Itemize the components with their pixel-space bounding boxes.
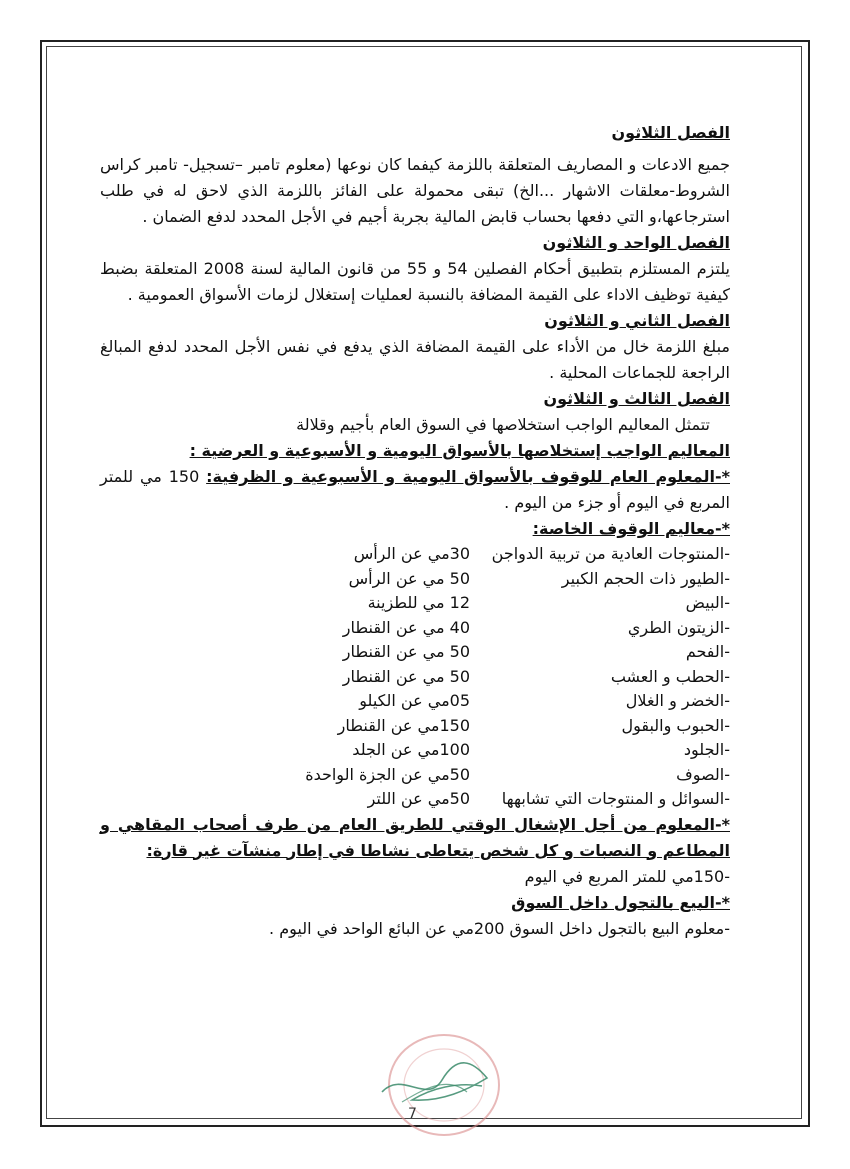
- fee-name: -الطيور ذات الحجم الكبير: [561, 568, 730, 588]
- chapter-31-title: الفصل الواحد و الثلاثون: [542, 233, 730, 252]
- document-page: [100, 120, 730, 942]
- chapter-33-title: الفصل الثالث و الثلاثون: [543, 389, 730, 408]
- fee-row: [100, 787, 730, 812]
- fees-heading: المعاليم الواجب إستخلاصها بالأسواق اليومية و الأسبوعية و العرضية :: [189, 441, 730, 460]
- itinerant-sale-heading: *-البيع بالتجول داخل السوق: [511, 892, 730, 912]
- fee-name: -البيض: [685, 593, 730, 612]
- fee-row: [100, 591, 730, 616]
- chapter-31-body: يلتزم المستلزم بتطبيق أحكام الفصلين 54 و 55 من قانون المالية لسنة 2008 المتعلقة بضبط كيفية توظيف الاداء على القيمة المضافة بالنسبة لعمليات إستغلال لزمات الأسواق العمومية .: [100, 259, 731, 304]
- fee-name: -الصوف: [676, 764, 730, 784]
- fee-row: [100, 738, 730, 763]
- chapter-32-title: الفصل الثاني و الثلاثون: [544, 311, 730, 330]
- chapter-30-title: الفصل الثلاثون: [611, 123, 730, 142]
- fee-row: [100, 763, 730, 788]
- chapter-30-body: جميع الادعات و المصاريف المتعلقة باللزمة كيفما كان نوعها (معلوم تامبر –تسجيل- تامبر كراس الشروط-معلقات الاشهار ...الخ) تبقى محمولة على الفائز باللزمة الذي لاحق له في طلب استرجاعها،و التي دفعها بحساب قابض المالية بجربة أجيم في الأجل المحدد لدفع الضمان .: [100, 155, 730, 226]
- fee-amount: 40 مي عن القنطار: [342, 617, 470, 637]
- fee-amount: 150مي عن القنطار: [337, 715, 470, 735]
- fee-name: -الزيتون الطري: [627, 617, 730, 637]
- fee-amount: 50 مي عن القنطار: [342, 666, 470, 686]
- fee-amount: 50مي عن اللتر: [367, 789, 470, 808]
- fee-row: [100, 640, 730, 665]
- fee-row: [100, 714, 730, 739]
- occupation-fee-value: -150مي للمتر المربع في اليوم: [524, 866, 730, 886]
- general-fee-value: 150 مي للمتر المربع في اليوم أو جزء من اليوم .: [100, 467, 730, 512]
- occupation-fee-heading: *-المعلوم من أجل الإشغال الوقتي للطريق العام من طرف أصحاب المقاهي و المطاعم و النصبات و كل شخص يتعاطى نشاطا في إطار منشآت غير قارة:: [100, 814, 730, 860]
- fee-row: [100, 689, 730, 714]
- fee-amount: 50مي عن الجزة الواحدة: [305, 764, 470, 784]
- general-fee-paragraph: [100, 464, 730, 516]
- fee-amount: 30مي عن الرأس: [353, 544, 470, 563]
- fee-amount: 12 مي للطزينة: [367, 593, 470, 612]
- fee-name: -السوائل و المنتوجات التي تشابهها: [501, 789, 730, 808]
- fee-name: -الخضر و الغلال: [625, 691, 730, 710]
- fee-amount: 05مي عن الكيلو: [359, 691, 470, 710]
- fee-name: -المنتوجات العادية من تربية الدواجن: [491, 544, 730, 563]
- fee-row: [100, 567, 730, 592]
- official-stamp-signature: [372, 1030, 512, 1140]
- chapter-33-intro: تتمثل المعاليم الواجب استخلاصها في السوق العام بأجيم وقلالة: [296, 415, 710, 434]
- fee-row: [100, 542, 730, 567]
- itinerant-sale-value: -معلوم البيع بالتجول داخل السوق 200مي عن البائع الواحد في اليوم .: [269, 918, 730, 938]
- special-fees-heading: *-معاليم الوقوف الخاصة:: [532, 519, 730, 538]
- fee-name: -الحطب و العشب: [610, 666, 730, 686]
- fee-row: [100, 616, 730, 641]
- chapter-32-body: مبلغ اللزمة خال من الأداء على القيمة المضافة الذي يدفع في نفس الأجل المحدد لدفع المبالغ الراجعة للجماعات المحلية .: [100, 337, 730, 382]
- fee-name: -الجلود: [683, 740, 730, 759]
- page-number: 7: [408, 1106, 417, 1122]
- fee-row: [100, 665, 730, 690]
- fees-list: [100, 542, 730, 812]
- general-fee-heading: *-المعلوم العام للوقوف بالأسواق اليومية و الأسبوعية و الظرفية:: [206, 467, 730, 486]
- fee-name: -الحبوب والبقول: [621, 715, 730, 735]
- fee-amount: 50 مي عن القنطار: [342, 642, 470, 661]
- fee-amount: 50 مي عن الرأس: [348, 568, 470, 588]
- fee-amount: 100مي عن الجلد: [352, 740, 470, 759]
- fee-name: -الفحم: [685, 642, 730, 661]
